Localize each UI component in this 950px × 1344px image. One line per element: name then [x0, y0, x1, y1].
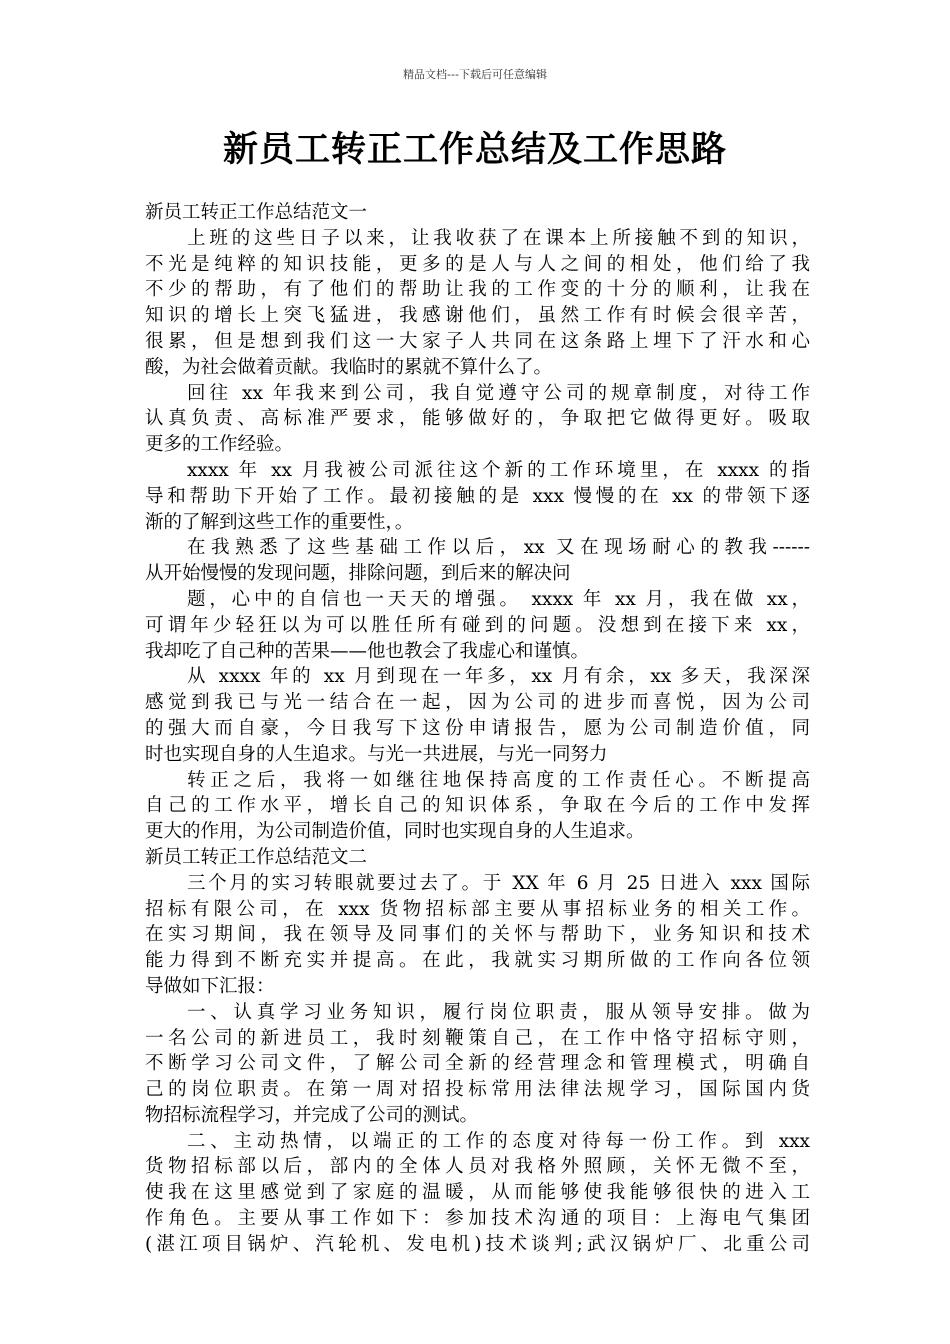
text-line: 自己的工作水平，增长自己的知识体系，争取在今后的工作中发挥 [145, 795, 810, 817]
section-heading: 新员工转正工作总结范文一 [145, 202, 368, 223]
text-line: 二、主动热情，以端正的工作的态度对待每一份工作。到 xxx [187, 1130, 810, 1152]
text-line: 可谓年少轻狂以为可以胜任所有碰到的问题。没想到在接下来 xx， [145, 614, 810, 636]
text-line: 很累，但是想到我们这一大家子人共同在这条路上埋下了汗水和心 [145, 330, 810, 352]
text-line: 货物招标部以后，部内的全体人员对我格外照顾，关怀无微不至， [145, 1156, 810, 1178]
text-line: 酸，为社会做着贡献。我临时的累就不算什么了。 [145, 356, 553, 378]
text-line: 我却吃了自己种的苦果——他也教会了我虚心和谨慎。 [145, 640, 590, 662]
text-line: 不光是纯粹的知识技能，更多的是人与人之间的相处，他们给了我 [145, 253, 810, 275]
text-line: 一名公司的新进员工，我时刻鞭策自己，在工作中恪守招标守则， [145, 1027, 810, 1049]
text-line: xxxx 年 xx 月我被公司派往这个新的工作环境里，在 xxxx 的指 [187, 459, 810, 481]
text-line: 回往 xx 年我来到公司，我自觉遵守公司的规章制度，对待工作 [187, 382, 810, 404]
text-line: 三个月的实习转眼就要过去了。于 XX 年 6 月 25 日进入 xxx 国际 [187, 872, 810, 894]
text-line: 知识的增长上突飞猛进，我感谢他们，虽然工作有时候会很辛苦， [145, 305, 810, 327]
text-line: 时也实现自身的人生追求。与光一共进展，与光一同努力 [145, 743, 608, 765]
text-line: 导做如下汇报： [145, 975, 275, 997]
text-line: 感觉到我已与光一结合在一起，因为公司的进步而喜悦，因为公司 [145, 692, 810, 714]
text-line: 转正之后，我将一如继往地保持高度的工作责任心。不断提高 [187, 769, 810, 791]
text-line: 渐的了解到这些工作的重要性，。 [145, 511, 414, 533]
text-line: 导和帮助下开始了工作。最初接触的是 xxx 慢慢的在 xx 的带领下逐 [145, 485, 810, 507]
text-line: 一、认真学习业务知识，履行岗位职责，服从领导安排。做为 [187, 1001, 810, 1023]
text-line: 作角色。主要从事工作如下：参加技术沟通的项目：上海电气集团 [145, 1208, 810, 1230]
text-line: 不少的帮助，有了他们的帮助让我的工作变的十分的顺利，让我在 [145, 279, 810, 301]
text-line: 物招标流程学习，并完成了公司的测试。 [145, 1104, 479, 1126]
text-line: 招标有限公司，在 xxx 货物招标部主要从事招标业务的相关工作。 [145, 898, 810, 920]
text-line: 上班的这些日子以来，让我收获了在课本上所接触不到的知识， [187, 227, 810, 249]
document-title: 新员工转正工作总结及工作思路 [222, 129, 727, 170]
text-line: 认真负责、高标准严要求，能够做好的，争取把它做得更好。吸取 [145, 408, 810, 430]
text-line: 更多的工作经验。 [145, 434, 294, 456]
text-line: 从开始慢慢的发现问题，排除问题，到后来的解决问 [145, 563, 571, 585]
text-line: 能力得到不断充实并提高。在此，我就实习期所做的工作向各位领 [145, 950, 810, 972]
text-line: 不断学习公司文件，了解公司全新的经营理念和管理模式，明确自 [145, 1053, 810, 1075]
text-line: 题，心中的自信也一天天的增强。 xxxx 年 xx 月，我在做 xx， [187, 588, 810, 610]
text-line: 在实习期间，我在领导及同事们的关怀与帮助下，业务知识和技术 [145, 924, 810, 946]
document-body [145, 200, 810, 1258]
text-line: (湛江项目锅炉、汽轮机、发电机)技术谈判;武汉锅炉厂、北重公司 [145, 1233, 810, 1255]
text-line: 更大的作用，为公司制造价值，同时也实现自身的人生追求。 [145, 821, 645, 843]
section-heading: 新员工转正工作总结范文二 [145, 846, 368, 868]
text-line: 从 xxxx 年的 xx 月到现在一年多，xx 月有余，xx 多天，我深深 [187, 666, 810, 688]
text-line: 在我熟悉了这些基础工作以后，xx 又在现场耐心的教我------ [187, 537, 810, 559]
text-line: 己的岗位职责。在第一周对招投标常用法律法规学习，国际国内货 [145, 1079, 810, 1101]
header-note: 精品文档---下载后可任意编辑 [403, 68, 547, 81]
text-line: 的强大而自豪，今日我写下这份申请报告，愿为公司制造价值，同 [145, 717, 810, 739]
text-line: 使我在这里感觉到了家庭的温暖，从而能够使我能够很快的进入工 [145, 1182, 810, 1204]
